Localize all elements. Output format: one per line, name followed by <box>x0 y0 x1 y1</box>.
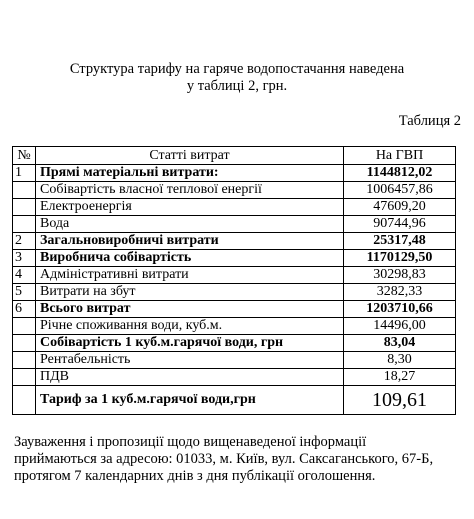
document-heading <box>0 61 474 95</box>
note-line-2: приймаються за адресою: 01033, м. Київ, вул. Саксаганського, 67-Б, <box>14 451 434 467</box>
table-row <box>13 216 456 233</box>
row-value: 1170129,50 <box>344 250 456 267</box>
row-number <box>13 352 36 369</box>
row-number: 4 <box>13 267 36 284</box>
row-value: 30298,83 <box>344 267 456 284</box>
row-number <box>13 182 36 199</box>
table-row <box>13 165 456 182</box>
header-value: На ГВП <box>344 147 456 165</box>
row-number: 6 <box>13 301 36 318</box>
row-item: Всього витрат <box>36 301 344 318</box>
row-value: 1006457,86 <box>344 182 456 199</box>
row-item: Адміністративні витрати <box>36 267 344 284</box>
tariff-table <box>12 146 456 415</box>
row-value: 1144812,02 <box>344 165 456 182</box>
table-row <box>13 267 456 284</box>
table-row <box>13 182 456 199</box>
table-header-row <box>13 147 456 165</box>
table-row <box>13 233 456 250</box>
table-row <box>13 369 456 386</box>
row-number: 1 <box>13 165 36 182</box>
row-number <box>13 369 36 386</box>
header-number: № <box>13 147 36 165</box>
row-item: Прямі матеріальні витрати: <box>36 165 344 182</box>
row-number <box>13 386 36 415</box>
row-value: 25317,48 <box>344 233 456 250</box>
row-item: Тариф за 1 куб.м.гарячої води,грн <box>36 386 344 415</box>
row-value: 83,04 <box>344 335 456 352</box>
table-row <box>13 250 456 267</box>
row-number <box>13 199 36 216</box>
header-item: Статті витрат <box>36 147 344 165</box>
row-value: 47609,20 <box>344 199 456 216</box>
row-value: 18,27 <box>344 369 456 386</box>
row-item: Річне споживання води, куб.м. <box>36 318 344 335</box>
row-value: 1203710,66 <box>344 301 456 318</box>
row-item: ПДВ <box>36 369 344 386</box>
heading-line-2: у таблиці 2, грн. <box>186 78 288 94</box>
table-row <box>13 318 456 335</box>
row-item: Собівартість власної теплової енергії <box>36 182 344 199</box>
table-row <box>13 301 456 318</box>
row-item: Витрати на збут <box>36 284 344 301</box>
row-number <box>13 216 36 233</box>
row-number: 5 <box>13 284 36 301</box>
row-value: 8,30 <box>344 352 456 369</box>
tariff-total-row <box>13 386 456 415</box>
row-item: Загальновиробничі витрати <box>36 233 344 250</box>
table-row <box>13 335 456 352</box>
row-item: Рентабельність <box>36 352 344 369</box>
note-line-1: Зауваження і пропозиції щодо вищенаведеної інформації <box>14 434 367 450</box>
table-row <box>13 199 456 216</box>
row-value: 90744,96 <box>344 216 456 233</box>
row-item: Вода <box>36 216 344 233</box>
row-value: 109,61 <box>344 386 456 415</box>
heading-line-1: Структура тарифу на гаряче водопостачання наведена <box>69 61 405 77</box>
row-number: 2 <box>13 233 36 250</box>
row-item: Собівартість 1 куб.м.гарячої води, грн <box>36 335 344 352</box>
row-number <box>13 335 36 352</box>
note-paragraph <box>14 434 459 485</box>
row-item: Виробнича собівартість <box>36 250 344 267</box>
table-caption: Таблиця 2 <box>398 113 461 129</box>
row-number <box>13 318 36 335</box>
table-row <box>13 352 456 369</box>
row-value: 3282,33 <box>344 284 456 301</box>
table-row <box>13 284 456 301</box>
row-value: 14496,00 <box>344 318 456 335</box>
row-number: 3 <box>13 250 36 267</box>
row-item: Електроенергія <box>36 199 344 216</box>
note-line-3: протягом 7 календарних днів з дня публікації оголошення. <box>14 468 376 484</box>
